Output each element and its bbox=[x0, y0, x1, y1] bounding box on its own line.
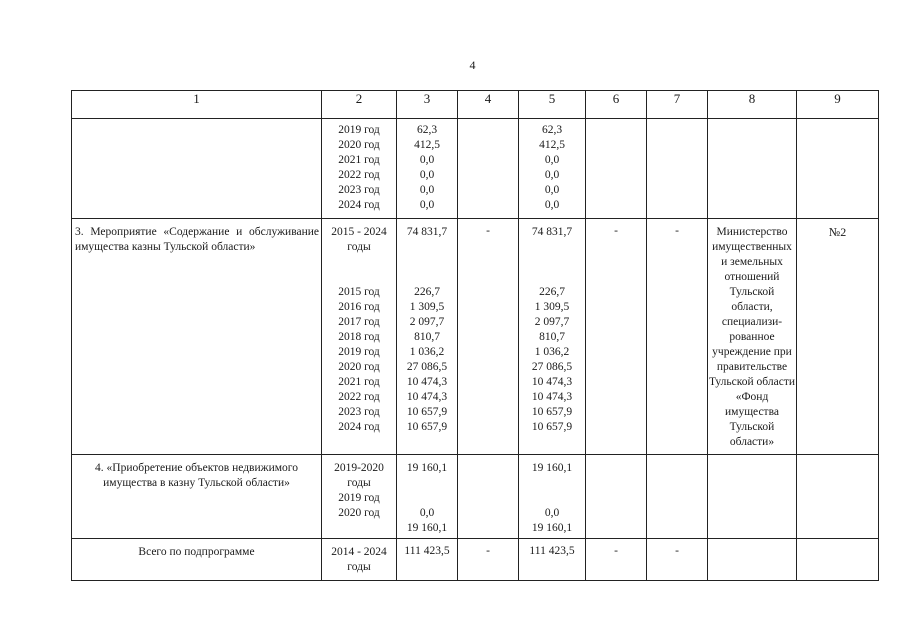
cell-amounts bbox=[519, 219, 586, 455]
header-cell: 2 bbox=[322, 91, 397, 119]
amount-value: 19 160,1 bbox=[406, 462, 448, 474]
amount-value: 0,0 bbox=[419, 169, 435, 181]
amount-value: 0,0 bbox=[544, 184, 560, 196]
cell-amounts bbox=[397, 219, 458, 455]
cell-years bbox=[322, 119, 397, 219]
amount-value: 0,0 bbox=[544, 154, 560, 166]
amount-value: 19 160,1 bbox=[406, 522, 448, 534]
cell-dash bbox=[586, 219, 647, 455]
year-label: 2021 год bbox=[338, 376, 380, 388]
cell-amounts bbox=[397, 455, 458, 539]
total-label: Всего по подпрограмме bbox=[138, 546, 255, 558]
executor-text: Министерство имущественных и земельных отношений Тульской области, специализи-рованное учреждение при правительстве Тульской области «Фонд имущества Тульской области» bbox=[708, 226, 795, 448]
year-label: 2019 год bbox=[338, 124, 380, 136]
amount-value: 10 657,9 bbox=[531, 421, 573, 433]
cell-empty bbox=[647, 119, 708, 219]
cell-empty bbox=[586, 455, 647, 539]
responsible-executor bbox=[708, 219, 797, 455]
cell-empty bbox=[797, 539, 879, 581]
total-amount: 111 423,5 bbox=[529, 545, 575, 557]
header-cell: 1 bbox=[72, 91, 322, 119]
header-cell: 6 bbox=[586, 91, 647, 119]
amount-value: 19 160,1 bbox=[531, 462, 573, 474]
header-cell: 3 bbox=[397, 91, 458, 119]
total-amount: 111 423,5 bbox=[404, 545, 450, 557]
period-total: 74 831,7 bbox=[406, 226, 448, 238]
amount-value: 0,0 bbox=[544, 507, 560, 519]
year-label: 2021 год bbox=[338, 154, 380, 166]
amount-value: 27 086,5 bbox=[406, 361, 448, 373]
cell-empty bbox=[458, 455, 519, 539]
cell-empty bbox=[708, 455, 797, 539]
year-label: 2022 год bbox=[338, 391, 380, 403]
cell-empty bbox=[72, 119, 322, 219]
cell-dash bbox=[647, 539, 708, 581]
cell-empty bbox=[458, 119, 519, 219]
cell-empty bbox=[797, 119, 879, 219]
year-label: 2020 год bbox=[338, 139, 380, 151]
year-label: 2024 год bbox=[338, 199, 380, 211]
amount-value: 226,7 bbox=[539, 286, 565, 298]
period-label: 2014 - 2024 годы bbox=[331, 546, 387, 573]
year-label: 2020 год bbox=[338, 507, 380, 519]
amount-value: 1 309,5 bbox=[409, 301, 445, 313]
program-table bbox=[71, 90, 879, 581]
amount-value bbox=[519, 491, 585, 506]
year-label: 2018 год bbox=[338, 331, 380, 343]
header-cell: 9 bbox=[797, 91, 879, 119]
cell-amounts bbox=[519, 119, 586, 219]
measure-text: 3. Мероприятие «Содержание и обслуживание имущества казны Тульской области» bbox=[75, 226, 319, 253]
amount-value: 1 309,5 bbox=[534, 301, 570, 313]
amount-value: 10 474,3 bbox=[531, 376, 573, 388]
dash-value: - bbox=[675, 225, 679, 237]
cell-years bbox=[322, 455, 397, 539]
cell-amounts bbox=[519, 455, 586, 539]
cell-empty bbox=[708, 119, 797, 219]
amount-value: 412,5 bbox=[539, 139, 565, 151]
year-label: 2020 год bbox=[338, 361, 380, 373]
cell-amounts bbox=[397, 539, 458, 581]
cell-dash bbox=[458, 219, 519, 455]
amount-value: 10 657,9 bbox=[406, 421, 448, 433]
year-label: 2024 год bbox=[338, 421, 380, 433]
amount-value: 2 097,7 bbox=[534, 316, 570, 328]
amount-value: 27 086,5 bbox=[531, 361, 573, 373]
header-cell: 5 bbox=[519, 91, 586, 119]
period-total: 74 831,7 bbox=[531, 226, 573, 238]
amount-value: 810,7 bbox=[414, 331, 440, 343]
amount-value: 10 474,3 bbox=[531, 391, 573, 403]
dash-value: - bbox=[614, 545, 618, 557]
period-label: 2019-2020 годы bbox=[334, 462, 384, 489]
year-label: 2016 год bbox=[338, 301, 380, 313]
cell-dash bbox=[586, 539, 647, 581]
year-label: 2017 год bbox=[338, 316, 380, 328]
measure-text: 4. «Приобретение объектов недвижимого имущества в казну Тульской области» bbox=[95, 462, 298, 489]
amount-value: 10 657,9 bbox=[406, 406, 448, 418]
year-label: 2023 год bbox=[338, 184, 380, 196]
amount-value: 0,0 bbox=[419, 199, 435, 211]
amount-value: 226,7 bbox=[414, 286, 440, 298]
amount-value: 0,0 bbox=[544, 199, 560, 211]
dash-value: - bbox=[486, 545, 490, 557]
page-number: 4 bbox=[469, 58, 476, 72]
year-label: 2015 год bbox=[338, 286, 380, 298]
amount-value: 0,0 bbox=[419, 184, 435, 196]
total-row bbox=[72, 539, 879, 581]
amount-value: 0,0 bbox=[544, 169, 560, 181]
amount-value: 810,7 bbox=[539, 331, 565, 343]
year-label: 2022 год bbox=[338, 169, 380, 181]
cell-empty bbox=[586, 119, 647, 219]
indicator-ref bbox=[797, 219, 879, 455]
header-cell: 4 bbox=[458, 91, 519, 119]
dash-value: - bbox=[614, 225, 618, 237]
table-row bbox=[72, 219, 879, 455]
year-label: 2019 год bbox=[338, 492, 380, 504]
amount-value: 1 036,2 bbox=[534, 346, 570, 358]
measure-description bbox=[72, 455, 322, 539]
amount-value: 412,5 bbox=[414, 139, 440, 151]
table-row bbox=[72, 455, 879, 539]
year-label: 2019 год bbox=[338, 346, 380, 358]
year-label: 2023 год bbox=[338, 406, 380, 418]
cell-empty bbox=[708, 539, 797, 581]
amount-value: 2 097,7 bbox=[409, 316, 445, 328]
dash-value: - bbox=[675, 545, 679, 557]
amount-value bbox=[519, 476, 585, 491]
amount-value: 10 474,3 bbox=[406, 391, 448, 403]
cell-dash bbox=[458, 539, 519, 581]
cell-empty bbox=[647, 455, 708, 539]
indicator-value: №2 bbox=[828, 225, 847, 239]
amount-value bbox=[397, 476, 457, 491]
amount-value: 1 036,2 bbox=[409, 346, 445, 358]
cell-dash bbox=[647, 219, 708, 455]
dash-value: - bbox=[486, 225, 490, 237]
table-row bbox=[72, 119, 879, 219]
measure-description bbox=[72, 219, 322, 455]
amount-value: 10 474,3 bbox=[406, 376, 448, 388]
amount-value: 0,0 bbox=[419, 154, 435, 166]
header-cell: 7 bbox=[647, 91, 708, 119]
table-header-row bbox=[72, 91, 879, 119]
cell-amounts bbox=[519, 539, 586, 581]
amount-value: 62,3 bbox=[541, 124, 563, 136]
cell-years bbox=[322, 219, 397, 455]
amount-value: 0,0 bbox=[419, 507, 435, 519]
period-label: 2015 - 2024 годы bbox=[331, 226, 387, 253]
total-label-cell bbox=[72, 539, 322, 581]
cell-years bbox=[322, 539, 397, 581]
amount-value: 62,3 bbox=[416, 124, 438, 136]
amount-value bbox=[397, 491, 457, 506]
amount-value: 19 160,1 bbox=[531, 522, 573, 534]
cell-empty bbox=[797, 455, 879, 539]
cell-amounts bbox=[397, 119, 458, 219]
amount-value: 10 657,9 bbox=[531, 406, 573, 418]
header-cell: 8 bbox=[708, 91, 797, 119]
